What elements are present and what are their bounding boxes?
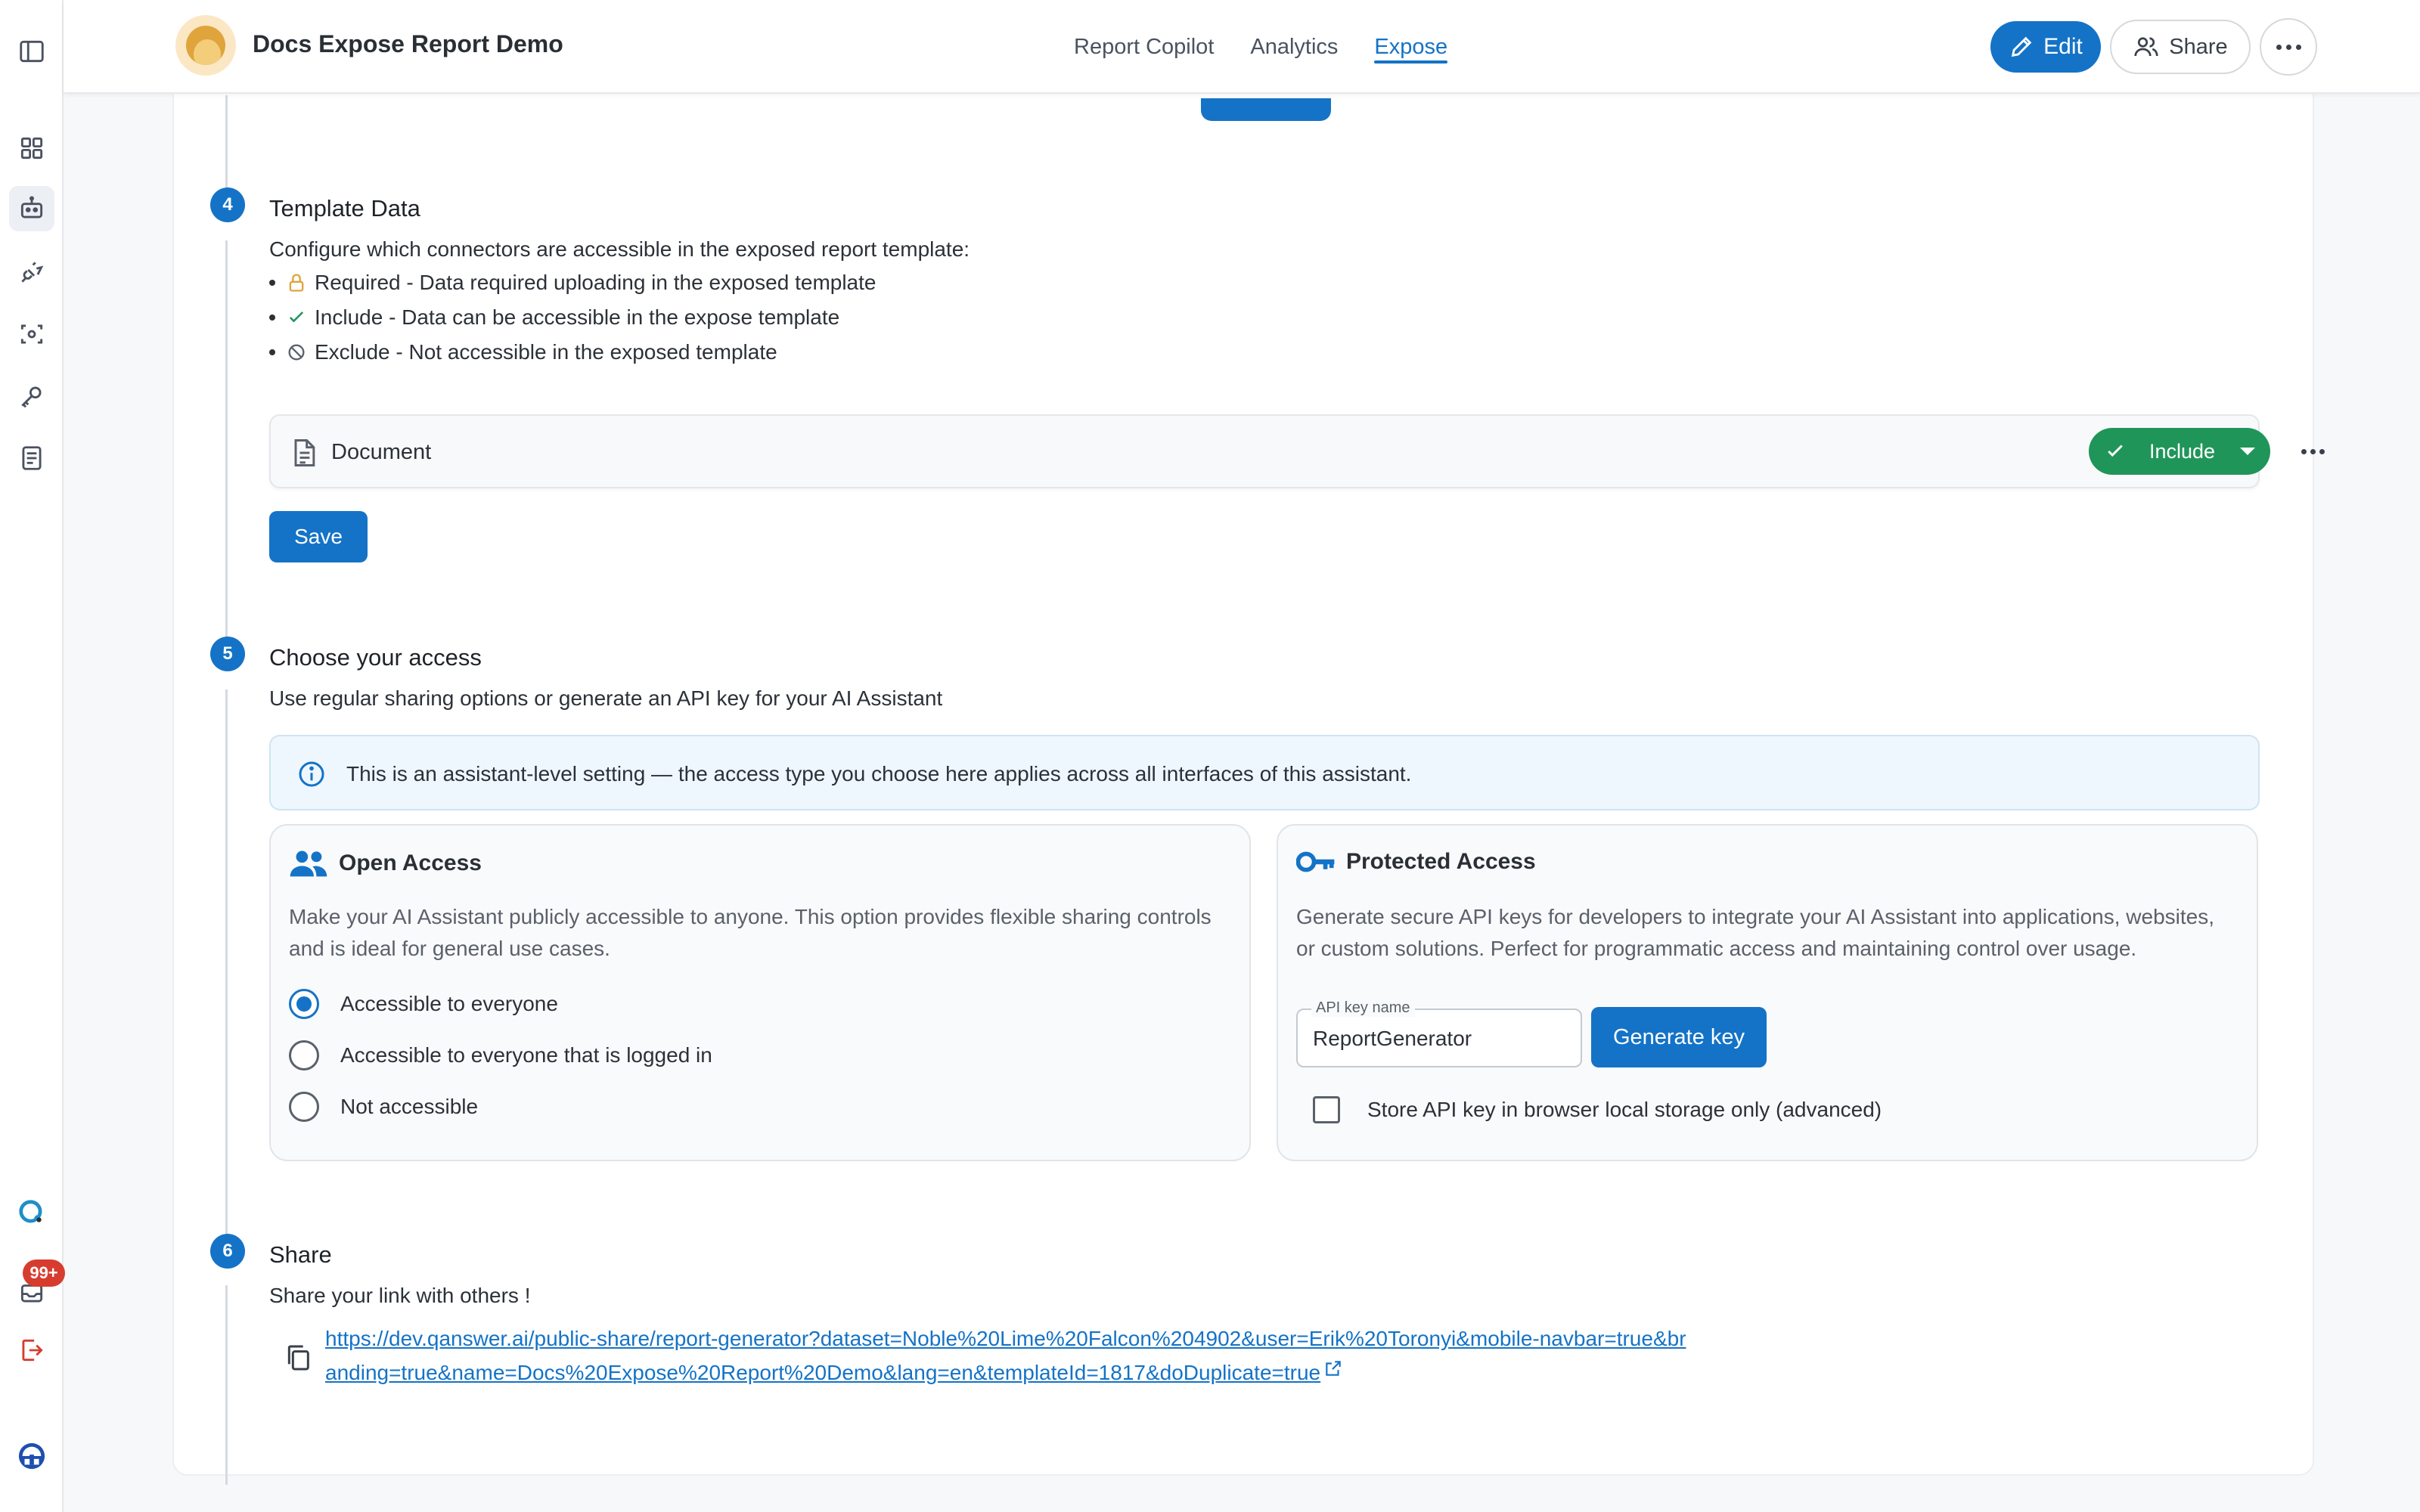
- template-data-intro: Configure which connectors are accessible in the exposed report template:: [269, 237, 970, 261]
- timeline-line: [225, 1285, 228, 1485]
- pencil-icon: [2009, 34, 2034, 60]
- share-link[interactable]: [325, 1321, 1686, 1390]
- sidebar-toggle-icon[interactable]: [9, 29, 54, 74]
- api-key-name-input[interactable]: [1313, 1027, 1570, 1051]
- top-header: [64, 0, 2420, 94]
- include-dropdown-label: Include: [2149, 439, 2216, 463]
- bullet-include: [269, 305, 839, 330]
- left-icon-rail: [0, 0, 64, 1512]
- timeline-line: [225, 689, 228, 1249]
- radio-accessible-everyone[interactable]: [289, 989, 558, 1019]
- bullet-required-text: Required - Data required uploading in the exposed template: [315, 271, 876, 294]
- connector-more-button[interactable]: [2290, 440, 2335, 463]
- radio-button[interactable]: [289, 1040, 319, 1070]
- document-list-icon[interactable]: [9, 435, 54, 481]
- timeline-line: [225, 240, 228, 653]
- api-key-name-label: API key name: [1311, 999, 1415, 1017]
- lock-icon: [286, 272, 307, 293]
- connectors-plug-icon[interactable]: [9, 249, 54, 295]
- top-tabs: [1074, 0, 1447, 94]
- bullet-required: [269, 271, 876, 295]
- qanswer-brand-icon[interactable]: [9, 1190, 54, 1235]
- protected-access-title: Protected Access: [1346, 849, 1536, 874]
- bullet-exclude-text: Exclude - Not accessible in the exposed template: [315, 340, 777, 364]
- info-banner-text: This is an assistant-level setting — the access type you choose here applies across all interfaces of this assistant.: [346, 762, 1412, 785]
- bullet-include-text: Include - Data can be accessible in the expose template: [315, 305, 840, 329]
- scan-settings-icon[interactable]: [9, 311, 54, 357]
- key-icon[interactable]: [9, 373, 54, 419]
- store-local-option[interactable]: [1313, 1096, 1882, 1123]
- users-icon: [2133, 33, 2160, 60]
- tab-report-copilot[interactable]: Report Copilot: [1074, 35, 1215, 59]
- info-icon: [296, 759, 327, 789]
- share-button[interactable]: [2110, 20, 2251, 74]
- logout-icon[interactable]: [9, 1328, 54, 1373]
- key-icon: [1296, 848, 1336, 875]
- assistant-robot-icon[interactable]: [9, 186, 54, 231]
- radio-not-accessible[interactable]: [289, 1092, 478, 1122]
- expose-main-panel: [172, 53, 2314, 1476]
- step-number-4: 4: [210, 187, 245, 222]
- store-local-checkbox[interactable]: [1313, 1096, 1340, 1123]
- assistant-logo: [175, 15, 236, 76]
- step-title-share: Share: [269, 1241, 332, 1268]
- connector-label: Document: [331, 440, 432, 464]
- info-banner: [269, 735, 2260, 810]
- radio-button[interactable]: [289, 989, 319, 1019]
- radio-label: Accessible to everyone that is logged in: [340, 1043, 712, 1067]
- dashboard-grid-icon[interactable]: [9, 125, 54, 171]
- radio-label: Not accessible: [340, 1095, 479, 1118]
- radio-button[interactable]: [289, 1092, 319, 1122]
- app-title: Docs Expose Report Demo: [253, 30, 563, 57]
- include-dropdown[interactable]: [2089, 428, 2270, 475]
- save-button[interactable]: Save: [269, 511, 368, 562]
- access-subtitle: Use regular sharing options or generate an API key for your AI Assistant: [269, 686, 943, 710]
- open-access-description: Make your AI Assistant publicly accessible to anyone. This option provides flexible sharing controls and is ideal for general use cases.: [289, 905, 1212, 960]
- block-icon: [286, 342, 307, 363]
- notification-badge: 99+: [23, 1259, 65, 1287]
- radio-label: Accessible to everyone: [340, 992, 558, 1015]
- store-local-label: Store API key in browser local storage only (advanced): [1367, 1098, 1882, 1121]
- people-icon: [289, 848, 328, 878]
- step-title-template-data: Template Data: [269, 195, 420, 222]
- user-avatar[interactable]: [3, 1427, 60, 1485]
- edit-button[interactable]: [1990, 21, 2101, 73]
- tab-analytics[interactable]: Analytics: [1250, 35, 1339, 59]
- radio-accessible-logged-in[interactable]: [289, 1040, 712, 1070]
- step-title-access: Choose your access: [269, 644, 482, 671]
- share-subtitle: Share your link with others !: [269, 1284, 531, 1307]
- copy-icon[interactable]: [283, 1341, 313, 1374]
- chevron-down-icon: [2240, 448, 2255, 455]
- protected-access-card: [1277, 824, 2258, 1161]
- more-options-button[interactable]: [2260, 18, 2317, 76]
- edit-button-label: Edit: [2043, 34, 2083, 59]
- connector-row-document: [269, 414, 2260, 488]
- share-link-url[interactable]: https://dev.qanswer.ai/public-share/report-generator?dataset=Noble%20Lime%20Falcon%204902&user=Erik%20Toronyi&mobile-navbar=true&branding=true&name=Docs%20Expose%20Report%20Demo&lang=en&templateId=1817&doDuplicate=true: [325, 1327, 1686, 1384]
- previous-step-button[interactable]: [1201, 98, 1331, 121]
- share-button-label: Share: [2169, 34, 2228, 59]
- open-access-card: [269, 824, 1251, 1161]
- document-icon: [287, 435, 321, 470]
- step-number-5: 5: [210, 637, 245, 671]
- open-access-title: Open Access: [339, 850, 482, 875]
- tab-expose[interactable]: Expose: [1374, 0, 1447, 94]
- generate-key-button[interactable]: Generate key: [1591, 1007, 1767, 1067]
- step-number-6: 6: [210, 1234, 245, 1269]
- api-key-name-field[interactable]: [1296, 999, 1582, 1067]
- external-link-icon[interactable]: [1323, 1359, 1343, 1378]
- bullet-exclude: [269, 340, 777, 364]
- check-icon: [286, 307, 307, 328]
- protected-access-description: Generate secure API keys for developers to integrate your AI Assistant into applications, websites, or custom solutions. Perfect for programmatic access and maintaining control over usage.: [1296, 905, 2214, 960]
- check-icon: [2104, 440, 2127, 463]
